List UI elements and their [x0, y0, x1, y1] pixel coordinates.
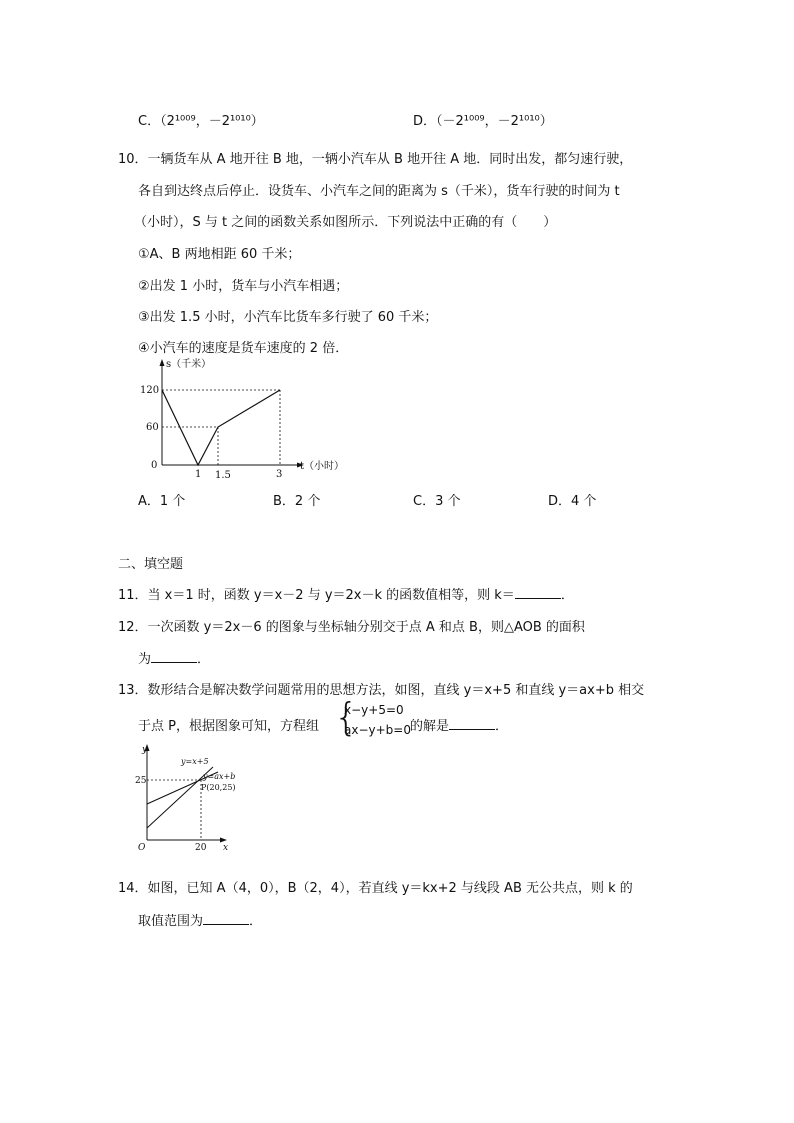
q10-line1: 10．一辆货车从 A 地开往 B 地，一辆小汽车从 B 地开往 A 地．同时出发，都匀速行驶， — [118, 152, 633, 167]
q10-y-axis-arrow — [160, 359, 165, 366]
q10-option-d: D．4 个 — [548, 494, 597, 509]
q10-function-line — [162, 390, 280, 465]
q13-system-brace: { — [334, 695, 359, 739]
q10-y-label: s（千米） — [166, 359, 212, 370]
q10-statement-1: ①A、B 两地相距 60 千米； — [138, 247, 301, 262]
q10-tick-x1: 1 — [195, 469, 202, 480]
q9-option-d-value: （－2¹⁰⁰⁹，－2¹⁰¹⁰） — [436, 114, 553, 129]
q10-option-a: A．1 个 — [138, 494, 186, 509]
q10-option-b: B．2 个 — [273, 494, 321, 509]
q13-line1: 13．数形结合是解决数学问题常用的思想方法，如图，直线 y＝x+5 和直线 y＝ax+b 相交 — [118, 683, 645, 698]
q10-line2: 各自到达终点后停止．设货车、小汽车之间的距离为 s（千米），货车行驶的时间为 t — [138, 184, 620, 199]
q13-line2-tail: 的解是 ． — [410, 719, 509, 734]
q13-tick-x20: 20 — [195, 843, 207, 853]
q13-x-axis-arrow — [220, 838, 227, 843]
q10-tick-x15: 1.5 — [215, 470, 231, 480]
q9-option-c: C．（2¹⁰⁰⁹，－2¹⁰¹⁰） — [138, 114, 264, 129]
q13-answer-blank[interactable] — [449, 717, 495, 730]
q13-tick-y25: 25 — [135, 776, 147, 786]
q13-x-label: x — [223, 843, 229, 853]
q10-option-c: C．3 个 — [413, 494, 461, 509]
q10-line3: （小时），S 与 t 之间的函数关系如图所示．下列说法中正确的有（ ） — [134, 215, 557, 230]
q11: 11．当 x＝1 时，函数 y＝x－2 与 y＝2x－k 的函数值相等，则 k＝ ． — [118, 588, 574, 603]
q13-line2-label: y=ax+b — [203, 772, 236, 781]
q12-line1: 12．一次函数 y＝2x－6 的图象与坐标轴分别交于点 A 和点 B，则△AOB 的面积 — [118, 620, 585, 635]
q13-line1-label: y=x+5 — [181, 757, 209, 766]
q10-tick-120: 120 — [140, 385, 160, 396]
q13-equation-1: x−y+5=0 — [344, 703, 404, 717]
q12-line2: 为 ． — [138, 652, 211, 667]
q11-answer-blank[interactable] — [515, 586, 561, 599]
q13-line2-head: 于点 P，根据图象可知，方程组 — [138, 719, 319, 734]
q10-tick-60: 60 — [146, 422, 159, 433]
q10-statement-4: ④小汽车的速度是货车速度的 2 倍． — [138, 341, 349, 356]
q13-graph — [133, 742, 248, 857]
q14-answer-blank[interactable] — [203, 912, 249, 925]
q9-option-c-value: （2¹⁰⁰⁹，－2¹⁰¹⁰） — [160, 114, 264, 129]
q14-line1: 14．如图，已知 A（4，0），B（2，4），若直线 y＝kx+2 与线段 AB 无公共点，则 k 的 — [118, 881, 633, 896]
q10-tick-x3: 3 — [276, 469, 283, 480]
q13-y-label: y — [142, 745, 148, 755]
q13-origin-label: O — [138, 843, 146, 853]
q10-statement-3: ③出发 1.5 小时，小汽车比货车多行驶了 60 千米； — [138, 310, 438, 325]
q10-statement-2: ②出发 1 小时，货车与小汽车相遇； — [138, 279, 349, 294]
section-title: 二、填空题 — [118, 557, 184, 572]
q13-equation-2: ax−y+b=0 — [344, 723, 411, 737]
q10-tick-0: 0 — [151, 460, 158, 471]
q9-option-d: D．（－2¹⁰⁰⁹，－2¹⁰¹⁰） — [413, 114, 553, 129]
q14-line2: 取值范围为 ． — [138, 914, 263, 929]
q12-answer-blank[interactable] — [151, 650, 197, 663]
q10-x-label: t（小时） — [300, 461, 345, 472]
q11-text: 11．当 x＝1 时，函数 y＝x－2 与 y＝2x－k 的函数值相等，则 k＝ — [118, 588, 515, 603]
q10-graph — [140, 355, 350, 480]
q13-point-label: P(20,25) — [201, 783, 236, 792]
